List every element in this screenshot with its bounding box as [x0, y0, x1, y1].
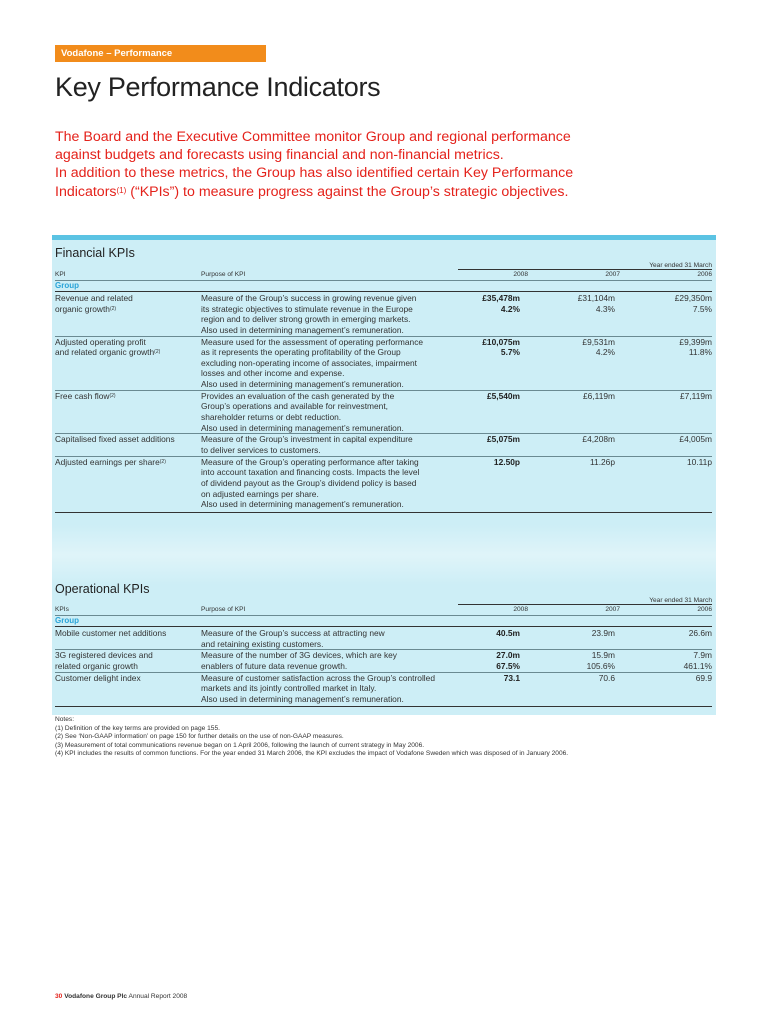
operational-kpis-table: [55, 582, 712, 712]
header-year-2008: 2008: [513, 606, 528, 613]
year-ended-label: Year ended 31 March: [649, 597, 712, 604]
kpi-name: Revenue and related organic growth$^{(2)}$: [55, 293, 133, 314]
header-rule: [55, 280, 712, 281]
page-footer: [55, 993, 187, 1000]
intro-line: against budgets and forecasts using financial and non-financial metrics.: [55, 147, 504, 164]
note-item: (3) Measurement of total communications revenue began on 1 April 2006, following the launch of current strategy in May 2006.: [55, 741, 425, 749]
kpi-purpose: Measure of the number of 3G devices, which are key enablers of future data revenue growth.: [201, 650, 397, 671]
header-year-2006: 2006: [697, 271, 712, 278]
note-item: (2) See ‘Non-GAAP information’ on page 150 for further details on the use of non-GAAP measures.: [55, 733, 344, 741]
note-item: (4) KPI includes the results of common functions. For the year ended 31 March 2006, the KPI excludes the impact of Vodafone Sweden which was disposed of in January 2006.: [55, 750, 569, 758]
footnote-ref: (2): [154, 349, 161, 356]
group-label: Group: [55, 281, 79, 290]
value-2008: £5,540m: [486, 390, 520, 401]
header-kpi: KPIs: [55, 606, 69, 613]
value-2007: £31,104m 4.3%: [577, 293, 615, 314]
value-2007: 23.9m: [591, 628, 615, 638]
header-year-2006: 2006: [697, 606, 712, 613]
value-2007: £4,208m: [582, 434, 615, 445]
note-item: (1) Definition of the key terms are provided on page 155.: [55, 724, 220, 732]
panel-gap: [52, 525, 716, 585]
kpi-purpose: Provides an evaluation of the cash generated by the Group’s operations and available for reinvestment, shareholder returns or debt reduction. Also used in determining management’s remuneration.: [201, 390, 404, 433]
footnote-ref: (2): [109, 392, 116, 399]
year-rule: [458, 604, 712, 605]
header-rule: [55, 615, 712, 616]
footnote-ref: (2): [159, 458, 166, 465]
table-bottom-rule: [55, 512, 712, 513]
table-bottom-rule: [55, 706, 712, 707]
kpi-name: Mobile customer net additions: [55, 628, 167, 638]
table-header: [55, 271, 712, 280]
page-number: 30: [55, 993, 63, 1000]
value-2007: 15.9m 105.6%: [586, 650, 615, 671]
value-2008: £10,075m 5.7%: [482, 336, 520, 358]
year-ended-label: Year ended 31 March: [649, 262, 712, 269]
operational-kpis-title: Operational KPIs: [55, 582, 150, 596]
kpi-purpose: Measure of the Group’s success at attracting new and retaining existing customers.: [201, 628, 385, 649]
kpi-purpose: Measure of the Group’s investment in capital expenditure to deliver services to customers.: [201, 434, 413, 455]
intro-text: (“KPIs”) to measure progress against the Group’s strategic objectives.: [126, 183, 569, 200]
report-name: Annual Report 2008: [127, 993, 188, 1000]
value-2006: 69.9: [695, 672, 712, 683]
notes-heading: Notes:: [55, 716, 75, 723]
kpi-name: Capitalised fixed asset additions: [55, 434, 175, 445]
value-2008: 27.0m 67.5%: [496, 650, 520, 671]
header-year-2007: 2007: [605, 271, 620, 278]
financial-kpis-title: Financial KPIs: [55, 246, 135, 260]
intro-line: [55, 183, 735, 201]
value-2007: £9,531m 4.2%: [582, 336, 615, 358]
value-2008: £5,075m: [486, 434, 520, 445]
company-name: Vodafone Group Plc: [64, 993, 128, 1000]
value-2006: £9,399m 11.8%: [679, 336, 712, 358]
kpi-name: Free cash flow$^{(2)}$: [55, 390, 116, 401]
value-2008: 73.1: [503, 672, 520, 683]
value-2008: 40.5m: [496, 628, 520, 638]
value-2006: £7,119m: [680, 390, 712, 401]
kpi-purpose: Measure used for the assessment of operating performance as it represents the operating profitability of the Group excluding non-operating income of associates, impairment losses and other income and expense. Also used in determining management’s remuneration.: [201, 336, 424, 389]
intro-line: The Board and the Executive Committee monitor Group and regional performance: [55, 129, 571, 145]
value-2008: £35,478m 4.2%: [482, 293, 520, 314]
kpi-purpose: Measure of the Group’s operating performance after taking into account taxation and financing costs. Impacts the level of dividend payout as the Group’s dividend policy is based on adjusted earnings per share. Also used in determining management’s remuneration.: [201, 456, 420, 510]
value-2007: £6,119m: [583, 390, 615, 401]
section-tag: Vodafone – Performance: [55, 45, 266, 62]
kpi-purpose: Measure of customer satisfaction across the Group’s controlled markets and its jointly controlled market in Italy. Also used in determining management’s remuneration.: [201, 672, 435, 704]
group-label: Group: [55, 616, 79, 625]
intro-paragraph: [55, 128, 735, 201]
value-2006: 10.11p: [687, 456, 712, 467]
page-title: Key Performance Indicators: [55, 72, 381, 102]
kpi-purpose: Measure of the Group’s success in growing revenue given its strategic objectives to stimulate revenue in the Europe region and to deliver strong growth in emerging markets. Also used in determining management’s remuneration.: [201, 293, 417, 335]
value-2007: 11.26p: [590, 456, 615, 467]
value-2006: 26.6m: [688, 628, 712, 638]
year-rule: [458, 269, 712, 270]
footnote-ref: (1): [116, 185, 127, 195]
value-2006: £29,350m 7.5%: [674, 293, 712, 314]
value-2006: 7.9m 461.1%: [683, 650, 712, 671]
table-header: [55, 606, 712, 615]
group-rule: [55, 291, 712, 292]
intro-text: Indicators: [55, 183, 117, 200]
footnote-ref: (2): [109, 305, 117, 312]
header-purpose: Purpose of KPI: [201, 606, 246, 613]
header-year-2008: 2008: [513, 271, 528, 278]
value-2006: £4,005m: [679, 434, 712, 445]
kpi-name: 3G registered devices and related organic growth: [55, 650, 153, 671]
intro-line: In addition to these metrics, the Group has also identified certain Key Performance: [55, 165, 574, 182]
kpi-name: Adjusted operating profit and related organic growth$^{(2)}$: [55, 336, 161, 358]
value-2007: 70.6: [598, 672, 615, 683]
financial-kpis-table: [55, 246, 712, 526]
notes: [55, 716, 715, 759]
group-rule: [55, 626, 712, 627]
kpi-name: Customer delight index: [55, 672, 141, 683]
value-2008: 12.50p: [493, 456, 520, 467]
header-year-2007: 2007: [605, 606, 620, 613]
header-purpose: Purpose of KPI: [201, 271, 246, 278]
header-kpi: KPI: [55, 271, 66, 278]
kpi-name: Adjusted earnings per share$^{(2)}$: [55, 456, 166, 467]
